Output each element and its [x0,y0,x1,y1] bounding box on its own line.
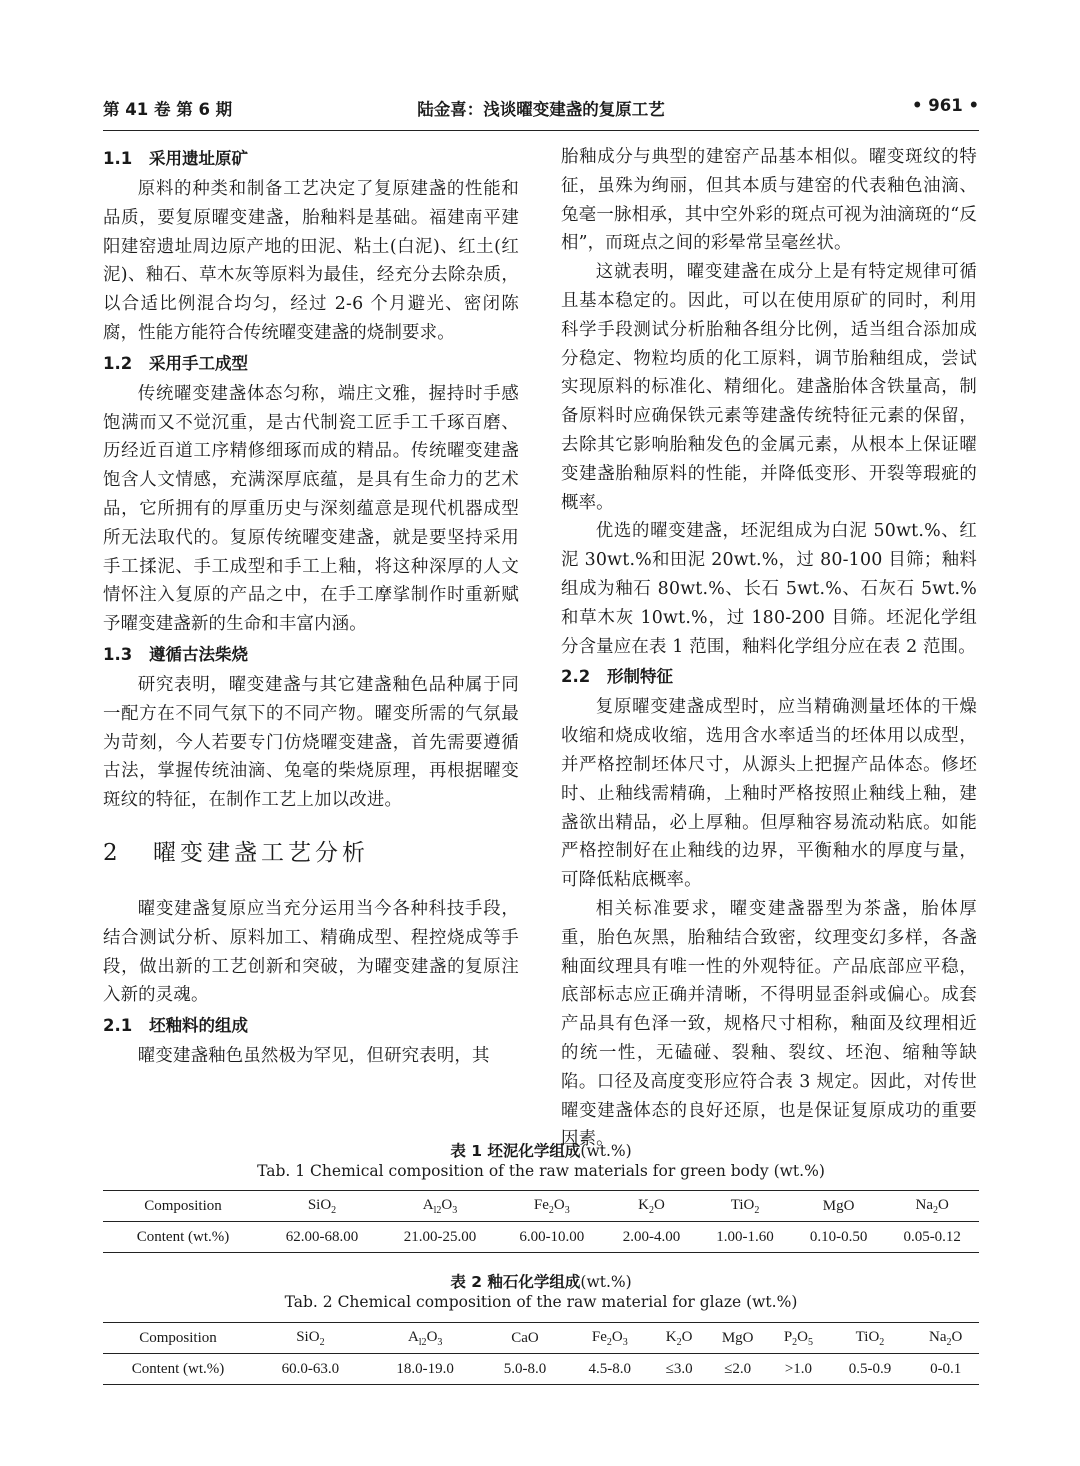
table-caption-cn: 表 2 釉石化学组成 [450,1273,581,1291]
section-title: 采用遗址原矿 [149,149,248,168]
table-header-cell: SiO$_2$ [253,1323,368,1354]
table-header-cell: $P_2O_5$ [769,1323,827,1354]
section-number: 1.2 [103,353,133,373]
paragraph: 优选的曜变建盏，坯泥组成为白泥 50wt.%、红泥 30wt.%和田泥 20wt.%，过 80-100 目筛；釉料组成为釉石 80wt.%、长石 5wt.%、石灰石 5wt.%和草木灰 10wt.%，过 180-200 目筛。坯泥化学组分含量应在表 1 范围，釉料化学组分应在表 2 范围。 [561,521,977,657]
chapter-number: 2 [103,839,118,866]
table-header-cell: TiO$_2$ [828,1323,913,1354]
page-number: • 961 • [911,96,979,115]
table-2-caption [103,1272,979,1312]
table-cell: 62.00-68.00 [263,1222,381,1253]
table-cell: 2.00-4.00 [605,1222,699,1253]
table-row [103,1354,979,1385]
running-title: 陆金喜：浅谈曜变建盏的复原工艺 [417,100,665,119]
paragraph: 复原曜变建盏成型时，应当精确测量坯体的干燥收缩和烧成收缩，选用含水率适当的坯体用以成型，并严格控制坯体尺寸，从源头上把握产品体态。修坯时、止釉线需精确，上釉时严格按照止釉线上釉，建盏欲出精品，必上厚釉。但厚釉容易流动粘底。如能严格控制好在止釉线的边界，平衡釉水的厚度与量，可降低粘底概率。 [561,697,977,891]
paragraph: 胎釉成分与典型的建窑产品基本相似。曜变斑纹的特征，虽殊为绚丽，但其本质与建窑的代表釉色油滴、兔毫一脉相承，其中空外彩的斑点可视为油滴斑的“反相”，而斑点之间的彩晕常呈毫丝状。 [561,147,977,254]
table-row-label: Composition [103,1191,263,1222]
section-heading-1-3 [103,641,519,669]
table-header-cell: SiO$_2$ [263,1191,381,1222]
table-header-cell: $A_{l2}O_3$ [368,1323,483,1354]
table-cell: 0-0.1 [912,1354,979,1385]
table-header-cell: MgO [792,1191,886,1222]
table-header-cell: $K_2O$ [652,1323,706,1354]
page-header [103,88,979,131]
table-header-cell: CaO [483,1323,568,1354]
table-cell: >1.0 [769,1354,827,1385]
table-header-cell: $A_{l2}O_3$ [381,1191,499,1222]
table-caption-en: Tab. 2 Chemical composition of the raw material for glaze (wt.%) [284,1293,798,1311]
table-row-label: Content (wt.%) [103,1354,253,1385]
table-cell: 0.05-0.12 [885,1222,979,1253]
table-header-cell: TiO$_2$ [698,1191,792,1222]
table-header-cell: $Na_2O$ [885,1191,979,1222]
chapter-heading-2 [103,833,519,873]
journal-volume-issue: 第 41 卷 第 6 期 [103,100,233,119]
table-cell: 5.0-8.0 [483,1354,568,1385]
table-2 [103,1322,979,1385]
table-caption-unit: (wt.%) [580,1142,632,1160]
table-cell: 21.00-25.00 [381,1222,499,1253]
section-title: 遵循古法柴烧 [149,644,248,664]
section-heading-2-1 [103,1012,519,1040]
chapter-title: 曜变建盏工艺分析 [153,839,369,866]
table-1-caption [103,1141,979,1181]
table-row-label: Content (wt.%) [103,1222,263,1253]
table-cell: 1.00-1.60 [698,1222,792,1253]
table-cell: 0.5-0.9 [828,1354,913,1385]
paragraph: 原料的种类和制备工艺决定了复原建盏的性能和品质，要复原曜变建盏，胎釉料是基础。福建南平建阳建窑遗址周边原产地的田泥、粘土(白泥)、红土(红泥)、釉石、草木灰等原料为最佳，经充分去除杂质，以合适比例混合均匀，经过 2-6 个月避光、密闭陈腐，性能方能符合传统曜变建盏的烧制要求。 [103,179,519,343]
table-cell: ≤2.0 [706,1354,769,1385]
table-cell: 60.0-63.0 [253,1354,368,1385]
section-number: 1.1 [103,149,133,168]
table-cell: 18.0-19.0 [368,1354,483,1385]
section-title: 坯釉料的组成 [149,1016,248,1036]
table-row [103,1222,979,1253]
table-header-row [103,1191,979,1222]
table-header-cell: $Fe_2O_3$ [567,1323,652,1354]
section-number: 1.3 [103,644,133,664]
table-caption-cn: 表 1 坯泥化学组成 [450,1142,581,1160]
table-header-cell: MgO [706,1323,769,1354]
table-row-label: Composition [103,1323,253,1354]
paragraph: 相关标准要求，曜变建盏器型为茶盏，胎体厚重，胎色灰黑，胎釉结合致密，纹理变幻多样，各盏釉面纹理具有唯一性的外观特征。产品底部应平稳，底部标志应正确并清晰，不得明显歪斜或偏心。成套产品具有色泽一致，规格尺寸相称，釉面及纹理相近的统一性，无磕碰、裂釉、裂纹、坯泡、缩釉等缺陷。口径及高度变形应符合表 3 规定。因此，对传世曜变建盏体态的良好还原，也是保证复原成功的重要因素。 [561,898,977,1150]
section-title: 形制特征 [607,667,673,687]
paragraph: 研究表明，曜变建盏与其它建盏釉色品种属于同一配方在不同气氛下的不同产物。曜变所需的气氛最为苛刻，今人若要专门仿烧曜变建盏，首先需要遵循古法，掌握传统油滴、兔毫的柴烧原理，再根据曜变斑纹的特征，在制作工艺上加以改进。 [103,674,519,811]
paragraph: 曜变建盏复原应当充分运用当今各种科技手段，结合测试分析、原料加工、精确成型、程控烧成等手段，做出新的工艺创新和突破，为曜变建盏的复原注入新的灵魂。 [103,898,519,1006]
table-1 [103,1190,979,1253]
section-number: 2.2 [561,667,591,687]
table-header-cell: $K_2O$ [605,1191,699,1222]
left-column [103,143,519,1071]
table-cell: 0.10-0.50 [792,1222,886,1253]
table-cell: 4.5-8.0 [567,1354,652,1385]
section-title: 采用手工成型 [149,353,248,373]
table-caption-unit: (wt.%) [580,1273,632,1291]
section-heading-1-2 [103,350,519,378]
table-cell: ≤3.0 [652,1354,706,1385]
table-header-cell: $Na_2O$ [912,1323,979,1354]
paragraph: 曜变建盏釉色虽然极为罕见，但研究表明，其 [137,1046,490,1067]
table-cell: 6.00-10.00 [499,1222,605,1253]
table-header-row [103,1323,979,1354]
table-header-cell: $Fe_2O_3$ [499,1191,605,1222]
section-number: 2.1 [103,1016,133,1036]
section-heading-2-2 [561,663,977,691]
paragraph: 这就表明，曜变建盏在成分上是有特定规律可循且基本稳定的。因此，可以在使用原矿的同时，利用科学手段测试分析胎釉各组分比例，适当组合添加成分稳定、物粒均质的化工原料，调节胎釉组成，尝试实现原料的标准化、精细化。建盏胎体含铁量高，制备原料时应确保铁元素等建盏传统特征元素的保留，去除其它影响胎釉发色的金属元素，从根本上保证曜变建盏胎釉原料的性能，并降低变形、开裂等瑕疵的概率。 [561,262,977,513]
paragraph: 传统曜变建盏体态匀称，端庄文雅，握持时手感饱满而又不觉沉重，是古代制瓷工匠手工千琢百磨、历经近百道工序精修细琢而成的精品。传统曜变建盏饱含人文情感，充满深厚底蕴，是具有生命力的艺术品，它所拥有的厚重历史与深刻蕴意是现代机器成型所无法取代的。复原传统曜变建盏，就是要坚持采用手工揉泥、手工成型和手工上釉，将这种深厚的人文情怀注入复原的产品之中，在手工摩挲制作时重新赋予曜变建盏新的生命和丰富内涵。 [103,383,519,635]
right-column [561,143,977,1154]
table-caption-en: Tab. 1 Chemical composition of the raw materials for green body (wt.%) [257,1162,825,1180]
section-heading-1-1 [103,145,519,173]
